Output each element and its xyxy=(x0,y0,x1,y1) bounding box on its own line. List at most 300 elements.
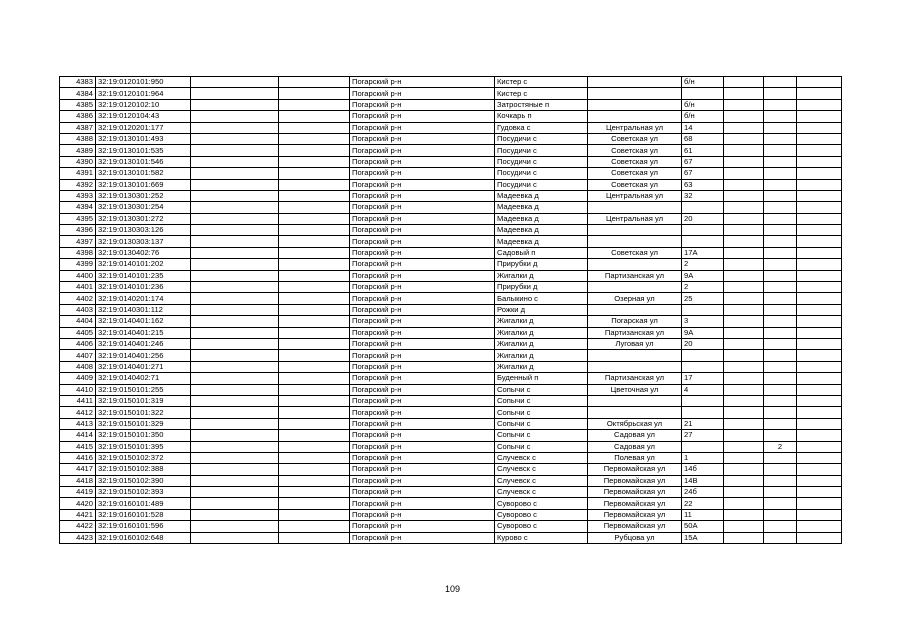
extra-cell xyxy=(764,247,797,258)
street-cell: Луговая ул xyxy=(588,338,682,349)
blank-cell-c xyxy=(724,304,764,315)
row-number-cell: 4389 xyxy=(60,145,96,156)
blank-cell-d xyxy=(797,521,842,532)
blank-cell-d xyxy=(797,236,842,247)
blank-cell-b xyxy=(279,487,350,498)
table-row xyxy=(60,475,842,486)
row-number-cell: 4396 xyxy=(60,225,96,236)
blank-cell-c xyxy=(724,88,764,99)
blank-cell-b xyxy=(279,327,350,338)
cadastral-number-cell: 32:19:0140101:202 xyxy=(96,259,191,270)
table-row xyxy=(60,156,842,167)
row-number-cell: 4400 xyxy=(60,270,96,281)
settlement-cell: Буденный п xyxy=(495,373,588,384)
blank-cell-c xyxy=(724,395,764,406)
settlement-cell: Случевск с xyxy=(495,452,588,463)
extra-cell xyxy=(764,236,797,247)
street-cell: Первомайская ул xyxy=(588,509,682,520)
district-cell: Погарский р-н xyxy=(350,122,495,133)
table-row xyxy=(60,202,842,213)
street-cell: Полевая ул xyxy=(588,452,682,463)
blank-cell-a xyxy=(191,430,279,441)
blank-cell-b xyxy=(279,316,350,327)
extra-cell xyxy=(764,498,797,509)
house-cell xyxy=(682,395,724,406)
cadastral-number-cell: 32:19:0130301:272 xyxy=(96,213,191,224)
row-number-cell: 4404 xyxy=(60,316,96,327)
blank-cell-a xyxy=(191,179,279,190)
settlement-cell: Кистер с xyxy=(495,77,588,88)
blank-cell-d xyxy=(797,88,842,99)
blank-cell-a xyxy=(191,99,279,110)
extra-cell xyxy=(764,145,797,156)
district-cell: Погарский р-н xyxy=(350,259,495,270)
extra-cell xyxy=(764,122,797,133)
blank-cell-c xyxy=(724,441,764,452)
district-cell: Погарский р-н xyxy=(350,99,495,110)
settlement-cell: Жигалки д xyxy=(495,338,588,349)
blank-cell-b xyxy=(279,293,350,304)
cadastral-number-cell: 32:19:0150101:255 xyxy=(96,384,191,395)
settlement-cell: Сопычи с xyxy=(495,430,588,441)
extra-cell xyxy=(764,521,797,532)
street-cell: Садовая ул xyxy=(588,441,682,452)
blank-cell-c xyxy=(724,156,764,167)
blank-cell-a xyxy=(191,225,279,236)
cadastral-number-cell: 32:19:0140402:71 xyxy=(96,373,191,384)
street-cell: Первомайская ул xyxy=(588,487,682,498)
blank-cell-c xyxy=(724,407,764,418)
house-cell: 14б xyxy=(682,464,724,475)
row-number-cell: 4410 xyxy=(60,384,96,395)
row-number-cell: 4401 xyxy=(60,282,96,293)
cadastral-number-cell: 32:19:0130101:669 xyxy=(96,179,191,190)
street-cell: Советская ул xyxy=(588,179,682,190)
row-number-cell: 4414 xyxy=(60,430,96,441)
house-cell xyxy=(682,304,724,315)
extra-cell xyxy=(764,475,797,486)
extra-cell xyxy=(764,202,797,213)
cadastral-number-cell: 32:19:0130301:254 xyxy=(96,202,191,213)
table-row xyxy=(60,327,842,338)
blank-cell-c xyxy=(724,213,764,224)
table-row xyxy=(60,236,842,247)
district-cell: Погарский р-н xyxy=(350,384,495,395)
blank-cell-a xyxy=(191,190,279,201)
table-row xyxy=(60,270,842,281)
blank-cell-a xyxy=(191,452,279,463)
blank-cell-b xyxy=(279,247,350,258)
blank-cell-d xyxy=(797,145,842,156)
row-number-cell: 4415 xyxy=(60,441,96,452)
blank-cell-b xyxy=(279,498,350,509)
street-cell: Первомайская ул xyxy=(588,498,682,509)
extra-cell xyxy=(764,133,797,144)
table-row xyxy=(60,430,842,441)
blank-cell-b xyxy=(279,190,350,201)
street-cell xyxy=(588,88,682,99)
house-cell: 20 xyxy=(682,338,724,349)
blank-cell-b xyxy=(279,430,350,441)
blank-cell-b xyxy=(279,133,350,144)
table-row xyxy=(60,361,842,372)
blank-cell-c xyxy=(724,179,764,190)
row-number-cell: 4421 xyxy=(60,509,96,520)
extra-cell xyxy=(764,532,797,543)
blank-cell-b xyxy=(279,168,350,179)
house-cell xyxy=(682,407,724,418)
blank-cell-a xyxy=(191,156,279,167)
blank-cell-a xyxy=(191,293,279,304)
street-cell: Советская ул xyxy=(588,145,682,156)
blank-cell-c xyxy=(724,487,764,498)
house-cell: 20 xyxy=(682,213,724,224)
blank-cell-d xyxy=(797,498,842,509)
blank-cell-d xyxy=(797,202,842,213)
blank-cell-b xyxy=(279,304,350,315)
table-row xyxy=(60,532,842,543)
settlement-cell: Сопычи с xyxy=(495,441,588,452)
row-number-cell: 4393 xyxy=(60,190,96,201)
blank-cell-d xyxy=(797,282,842,293)
settlement-cell: Балыкино с xyxy=(495,293,588,304)
extra-cell xyxy=(764,99,797,110)
row-number-cell: 4399 xyxy=(60,259,96,270)
row-number-cell: 4411 xyxy=(60,395,96,406)
cadastral-number-cell: 32:19:0130402:76 xyxy=(96,247,191,258)
blank-cell-c xyxy=(724,133,764,144)
blank-cell-b xyxy=(279,407,350,418)
row-number-cell: 4398 xyxy=(60,247,96,258)
row-number-cell: 4385 xyxy=(60,99,96,110)
cadastral-number-cell: 32:19:0140401:215 xyxy=(96,327,191,338)
blank-cell-a xyxy=(191,407,279,418)
blank-cell-c xyxy=(724,498,764,509)
blank-cell-d xyxy=(797,316,842,327)
blank-cell-a xyxy=(191,77,279,88)
blank-cell-c xyxy=(724,350,764,361)
extra-cell xyxy=(764,384,797,395)
district-cell: Погарский р-н xyxy=(350,77,495,88)
blank-cell-d xyxy=(797,304,842,315)
house-cell xyxy=(682,225,724,236)
house-cell: 67 xyxy=(682,168,724,179)
extra-cell xyxy=(764,259,797,270)
blank-cell-d xyxy=(797,77,842,88)
blank-cell-b xyxy=(279,236,350,247)
blank-cell-b xyxy=(279,259,350,270)
table-row xyxy=(60,464,842,475)
extra-cell xyxy=(764,179,797,190)
cadastral-number-cell: 32:19:0140101:236 xyxy=(96,282,191,293)
street-cell xyxy=(588,236,682,247)
row-number-cell: 4384 xyxy=(60,88,96,99)
blank-cell-a xyxy=(191,270,279,281)
district-cell: Погарский р-н xyxy=(350,327,495,338)
settlement-cell: Жигалки д xyxy=(495,327,588,338)
house-cell xyxy=(682,236,724,247)
blank-cell-c xyxy=(724,293,764,304)
table-row xyxy=(60,111,842,122)
extra-cell xyxy=(764,293,797,304)
street-cell: Партизанская ул xyxy=(588,373,682,384)
blank-cell-d xyxy=(797,361,842,372)
row-number-cell: 4394 xyxy=(60,202,96,213)
district-cell: Погарский р-н xyxy=(350,225,495,236)
district-cell: Погарский р-н xyxy=(350,145,495,156)
settlement-cell: Суворово с xyxy=(495,521,588,532)
street-cell: Погарская ул xyxy=(588,316,682,327)
street-cell xyxy=(588,282,682,293)
cadastral-number-cell: 32:19:0130101:535 xyxy=(96,145,191,156)
blank-cell-c xyxy=(724,509,764,520)
row-number-cell: 4416 xyxy=(60,452,96,463)
page-number: 109 xyxy=(444,584,461,594)
street-cell: Советская ул xyxy=(588,247,682,258)
blank-cell-c xyxy=(724,532,764,543)
blank-cell-b xyxy=(279,441,350,452)
blank-cell-b xyxy=(279,384,350,395)
blank-cell-d xyxy=(797,327,842,338)
cadastral-number-cell: 32:19:0150101:322 xyxy=(96,407,191,418)
house-cell: 17А xyxy=(682,247,724,258)
blank-cell-a xyxy=(191,111,279,122)
blank-cell-a xyxy=(191,168,279,179)
district-cell: Погарский р-н xyxy=(350,304,495,315)
table-row xyxy=(60,88,842,99)
cadastral-number-cell: 32:19:0140401:271 xyxy=(96,361,191,372)
row-number-cell: 4422 xyxy=(60,521,96,532)
table-row xyxy=(60,395,842,406)
extra-cell xyxy=(764,373,797,384)
house-cell: 15А xyxy=(682,532,724,543)
district-cell: Погарский р-н xyxy=(350,475,495,486)
settlement-cell: Случевск с xyxy=(495,464,588,475)
house-cell: 9А xyxy=(682,327,724,338)
district-cell: Погарский р-н xyxy=(350,509,495,520)
extra-cell xyxy=(764,407,797,418)
blank-cell-c xyxy=(724,236,764,247)
blank-cell-b xyxy=(279,270,350,281)
cadastral-number-cell: 32:19:0160101:596 xyxy=(96,521,191,532)
blank-cell-c xyxy=(724,373,764,384)
row-number-cell: 4386 xyxy=(60,111,96,122)
extra-cell xyxy=(764,316,797,327)
blank-cell-d xyxy=(797,168,842,179)
street-cell: Первомайская ул xyxy=(588,475,682,486)
blank-cell-d xyxy=(797,133,842,144)
row-number-cell: 4407 xyxy=(60,350,96,361)
blank-cell-d xyxy=(797,122,842,133)
blank-cell-d xyxy=(797,452,842,463)
row-number-cell: 4417 xyxy=(60,464,96,475)
blank-cell-c xyxy=(724,361,764,372)
cadastral-number-cell: 32:19:0130301:252 xyxy=(96,190,191,201)
blank-cell-b xyxy=(279,282,350,293)
blank-cell-b xyxy=(279,122,350,133)
blank-cell-a xyxy=(191,395,279,406)
row-number-cell: 4408 xyxy=(60,361,96,372)
street-cell xyxy=(588,407,682,418)
blank-cell-a xyxy=(191,236,279,247)
table-row xyxy=(60,225,842,236)
district-cell: Погарский р-н xyxy=(350,247,495,258)
blank-cell-c xyxy=(724,270,764,281)
row-number-cell: 4392 xyxy=(60,179,96,190)
extra-cell xyxy=(764,395,797,406)
blank-cell-b xyxy=(279,213,350,224)
extra-cell xyxy=(764,338,797,349)
street-cell: Центральная ул xyxy=(588,213,682,224)
blank-cell-a xyxy=(191,304,279,315)
cadastral-number-cell: 32:19:0150101:329 xyxy=(96,418,191,429)
street-cell xyxy=(588,361,682,372)
district-cell: Погарский р-н xyxy=(350,532,495,543)
extra-cell xyxy=(764,270,797,281)
settlement-cell: Мадеевка д xyxy=(495,190,588,201)
settlement-cell: Кочкарь п xyxy=(495,111,588,122)
house-cell: 2 xyxy=(682,259,724,270)
district-cell: Погарский р-н xyxy=(350,361,495,372)
cadastral-number-cell: 32:19:0160102:648 xyxy=(96,532,191,543)
settlement-cell: Посудичи с xyxy=(495,179,588,190)
table-row xyxy=(60,338,842,349)
district-cell: Погарский р-н xyxy=(350,111,495,122)
table-row xyxy=(60,213,842,224)
street-cell xyxy=(588,99,682,110)
street-cell: Центральная ул xyxy=(588,190,682,201)
extra-cell xyxy=(764,487,797,498)
row-number-cell: 4403 xyxy=(60,304,96,315)
district-cell: Погарский р-н xyxy=(350,293,495,304)
house-cell: 63 xyxy=(682,179,724,190)
blank-cell-c xyxy=(724,338,764,349)
house-cell: 32 xyxy=(682,190,724,201)
cadastral-number-cell: 32:19:0140401:162 xyxy=(96,316,191,327)
district-cell: Погарский р-н xyxy=(350,316,495,327)
table-row xyxy=(60,168,842,179)
street-cell xyxy=(588,111,682,122)
house-cell: б/н xyxy=(682,111,724,122)
house-cell: 27 xyxy=(682,430,724,441)
blank-cell-b xyxy=(279,509,350,520)
street-cell: Советская ул xyxy=(588,168,682,179)
cadastral-number-cell: 32:19:0150101:319 xyxy=(96,395,191,406)
blank-cell-d xyxy=(797,373,842,384)
row-number-cell: 4418 xyxy=(60,475,96,486)
street-cell: Первомайская ул xyxy=(588,464,682,475)
blank-cell-a xyxy=(191,373,279,384)
district-cell: Погарский р-н xyxy=(350,407,495,418)
settlement-cell: Посудичи с xyxy=(495,145,588,156)
table-row xyxy=(60,316,842,327)
blank-cell-a xyxy=(191,487,279,498)
district-cell: Погарский р-н xyxy=(350,88,495,99)
table-row xyxy=(60,179,842,190)
table-row xyxy=(60,293,842,304)
blank-cell-d xyxy=(797,111,842,122)
district-cell: Погарский р-н xyxy=(350,156,495,167)
row-number-cell: 4391 xyxy=(60,168,96,179)
blank-cell-a xyxy=(191,145,279,156)
cadastral-number-cell: 32:19:0120102:10 xyxy=(96,99,191,110)
house-cell: 50А xyxy=(682,521,724,532)
blank-cell-b xyxy=(279,111,350,122)
settlement-cell: Случевск с xyxy=(495,475,588,486)
row-number-cell: 4420 xyxy=(60,498,96,509)
district-cell: Погарский р-н xyxy=(350,338,495,349)
street-cell: Центральная ул xyxy=(588,122,682,133)
blank-cell-b xyxy=(279,225,350,236)
blank-cell-c xyxy=(724,418,764,429)
cadastral-number-cell: 32:19:0140201:174 xyxy=(96,293,191,304)
district-cell: Погарский р-н xyxy=(350,464,495,475)
district-cell: Погарский р-н xyxy=(350,395,495,406)
blank-cell-d xyxy=(797,509,842,520)
cadastral-number-cell: 32:19:0150102:393 xyxy=(96,487,191,498)
blank-cell-a xyxy=(191,521,279,532)
blank-cell-a xyxy=(191,509,279,520)
extra-cell xyxy=(764,327,797,338)
blank-cell-c xyxy=(724,145,764,156)
blank-cell-c xyxy=(724,77,764,88)
house-cell: б/н xyxy=(682,99,724,110)
blank-cell-a xyxy=(191,202,279,213)
house-cell: 4 xyxy=(682,384,724,395)
blank-cell-a xyxy=(191,498,279,509)
blank-cell-d xyxy=(797,464,842,475)
street-cell: Партизанская ул xyxy=(588,270,682,281)
extra-cell xyxy=(764,361,797,372)
house-cell: 21 xyxy=(682,418,724,429)
blank-cell-a xyxy=(191,361,279,372)
settlement-cell: Курово с xyxy=(495,532,588,543)
blank-cell-d xyxy=(797,418,842,429)
row-number-cell: 4395 xyxy=(60,213,96,224)
blank-cell-c xyxy=(724,327,764,338)
blank-cell-a xyxy=(191,441,279,452)
extra-cell xyxy=(764,282,797,293)
blank-cell-d xyxy=(797,293,842,304)
blank-cell-d xyxy=(797,247,842,258)
table-row xyxy=(60,145,842,156)
extra-cell xyxy=(764,430,797,441)
blank-cell-b xyxy=(279,395,350,406)
district-cell: Погарский р-н xyxy=(350,487,495,498)
settlement-cell: Мадеевка д xyxy=(495,202,588,213)
blank-cell-b xyxy=(279,361,350,372)
blank-cell-a xyxy=(191,316,279,327)
settlement-cell: Посудичи с xyxy=(495,168,588,179)
row-number-cell: 4419 xyxy=(60,487,96,498)
house-cell: 61 xyxy=(682,145,724,156)
settlement-cell: Случевск с xyxy=(495,487,588,498)
settlement-cell: Жигалки д xyxy=(495,316,588,327)
extra-cell xyxy=(764,225,797,236)
blank-cell-b xyxy=(279,532,350,543)
table-row xyxy=(60,509,842,520)
house-cell: 68 xyxy=(682,133,724,144)
settlement-cell: Гудовка с xyxy=(495,122,588,133)
table-row xyxy=(60,407,842,418)
blank-cell-c xyxy=(724,316,764,327)
district-cell: Погарский р-н xyxy=(350,430,495,441)
street-cell: Советская ул xyxy=(588,133,682,144)
street-cell: Первомайская ул xyxy=(588,521,682,532)
blank-cell-c xyxy=(724,202,764,213)
cadastral-number-cell: 32:19:0150102:372 xyxy=(96,452,191,463)
table-row xyxy=(60,487,842,498)
